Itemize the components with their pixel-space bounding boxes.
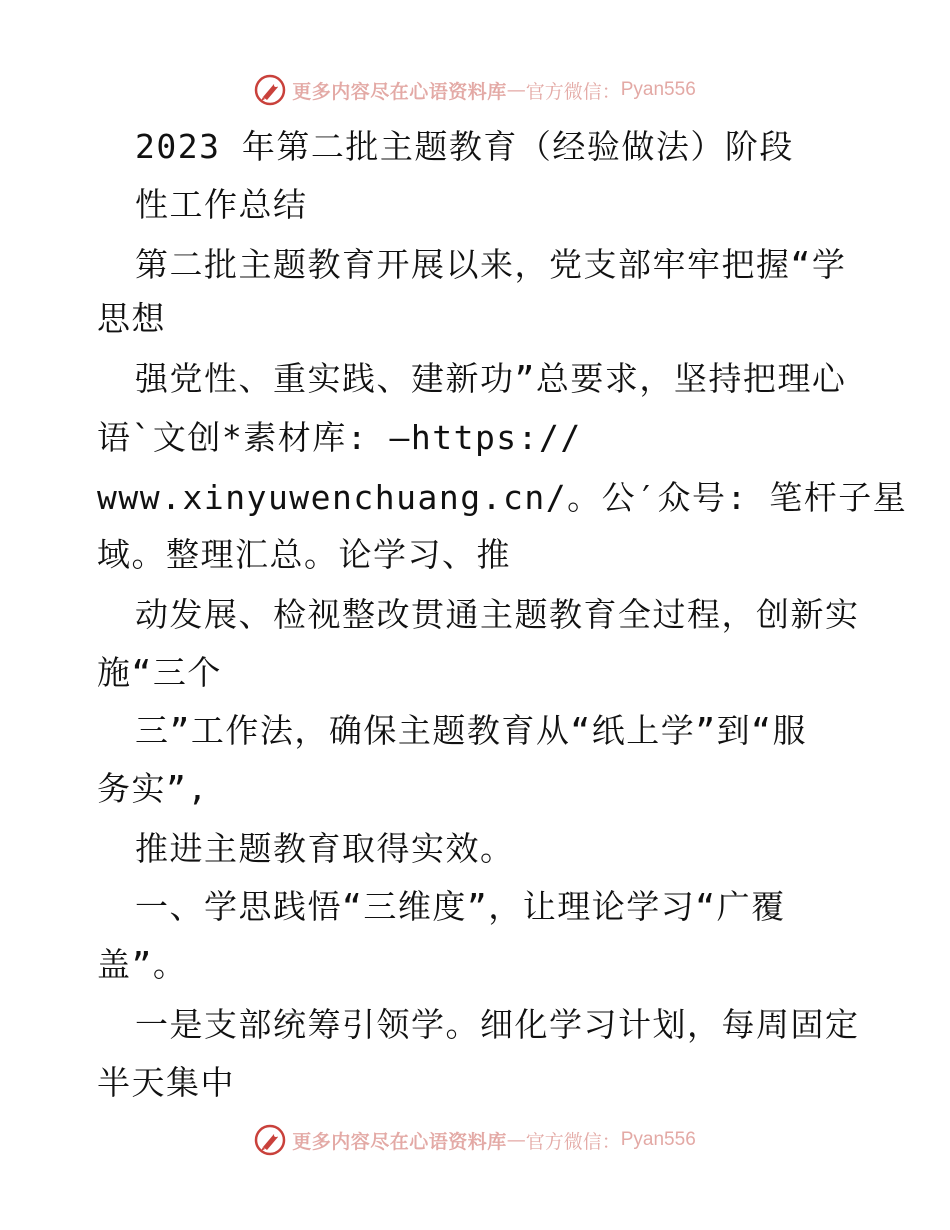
title-line-2: 性工作总结 — [135, 185, 308, 224]
title-line-1: 2023 年第二批主题教育（经验做法）阶段 — [135, 127, 794, 166]
watermark-wechat-id: Pyan556 — [620, 79, 696, 100]
section-heading-line: 一、学思践悟“三维度”，让理论学习“广覆 — [135, 887, 786, 926]
paragraph-line: 动发展、检视整改贯通主题教育全过程，创新实 — [135, 595, 860, 634]
watermark-wechat-label: 官方微信： — [525, 80, 621, 103]
watermark-wechat-label: 官方微信： — [525, 1130, 621, 1153]
watermark-dash: — — [506, 1129, 526, 1151]
paragraph-line: 一是支部统筹引领学。细化学习计划，每周固定 — [135, 1005, 860, 1044]
paragraph-line: 第二批主题教育开展以来，党支部牢牢把握“学 — [135, 245, 847, 284]
footer-watermark-banner — [0, 1120, 950, 1160]
paragraph-line: 强党性、重实践、建新功”总要求，坚持把理心 — [135, 359, 847, 398]
section-heading-line: 盖”。 — [97, 945, 188, 984]
paragraph-line: 半天集中 — [97, 1063, 235, 1102]
watermark-wechat-id: Pyan556 — [620, 1129, 696, 1150]
paragraph-line: 务实”, — [97, 769, 209, 808]
paragraph-line: 思想 — [97, 299, 166, 338]
paragraph-line: www.xinyuwenchuang.cn/。公′众号: 笔杆子星 — [97, 478, 908, 517]
pen-nib-logo-icon — [254, 1124, 286, 1156]
paragraph-line: 施“三个 — [97, 653, 222, 692]
paragraph-line: 三”工作法，确保主题教育从“纸上学”到“服 — [135, 711, 807, 750]
watermark-title: 更多内容尽在心语资料库 — [292, 80, 507, 103]
watermark-dash: — — [506, 79, 526, 101]
paragraph-line: 语`文创*素材库: —https:// — [97, 418, 582, 457]
paragraph-line: 推进主题教育取得实效。 — [135, 829, 515, 868]
paragraph-line: 域。整理汇总。论学习、推 — [97, 535, 511, 574]
watermark-title: 更多内容尽在心语资料库 — [292, 1130, 507, 1153]
